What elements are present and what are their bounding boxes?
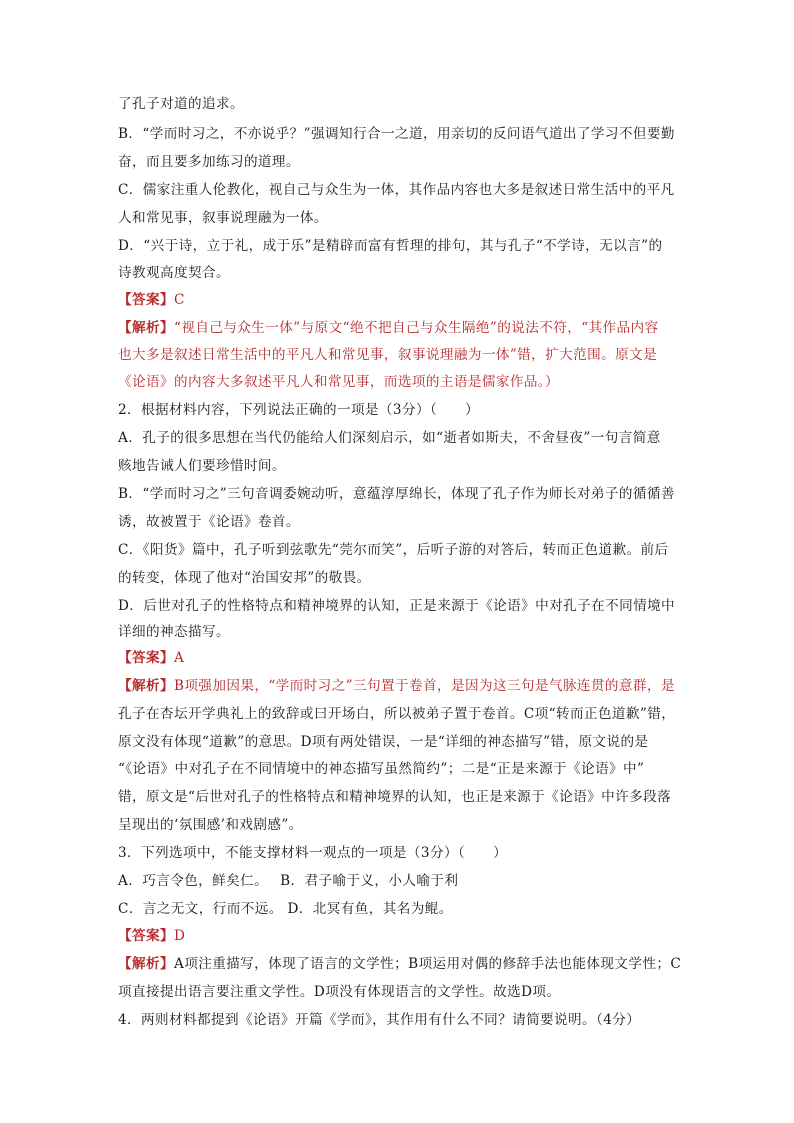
q2-option-c-line2: 的转变，体现了他对“治国安邦”的敬畏。 xyxy=(118,570,371,586)
q4-stem: 4．两则材料都提到《论语》开篇《学而》，其作用有什么不同？请简要说明。（4分） xyxy=(118,1012,641,1028)
q3-analysis-line1 xyxy=(118,954,681,974)
answer-label: 【答案】 xyxy=(118,928,174,944)
q1-option-b-line2: 奋，而且要多加练习的道理。 xyxy=(118,154,300,170)
answer-value: A xyxy=(173,650,185,666)
q2-option-b-line2: 诱，故被置于《论语》卷首。 xyxy=(118,514,300,530)
q1-option-a-tail: 了孔子对道的追求。 xyxy=(118,96,244,112)
q2-analysis-line4: “《论语》中对孔子在不同情境中的神态描写虽然简约”；二是“正是来源于《论语》中” xyxy=(118,761,645,777)
q1-analysis-line1 xyxy=(118,318,659,338)
answer-label: 【答案】 xyxy=(118,650,174,666)
q2-option-b-line1: B．“学而时习之”三句音调委婉动听，意蕴淳厚绵长，体现了孔子作为师长对弟子的循循善 xyxy=(118,486,675,502)
q2-answer xyxy=(118,648,184,668)
q2-analysis-line6: 呈现出的‘氛围感’和戏剧感”。 xyxy=(118,817,303,833)
q3-analysis-line2: 项直接提出语言要注重文学性。D项没有体现语言的文学性。故选D项。 xyxy=(118,984,561,1000)
q3-stem: 3．下列选项中，不能支撑材料一观点的一项是（3分）（ ） xyxy=(118,845,508,861)
q3-answer xyxy=(118,926,185,946)
q1-option-d-line2: 诗教观高度契合。 xyxy=(118,265,230,281)
analysis-text: B项强加因果，“学而时习之”三句置于卷首，是因为这三句是气脉连贯的意群，是 xyxy=(173,678,675,694)
analysis-text: “视自己与众生一体”与原文“绝不把自己与众生隔绝”的说法不符，“其作品内容 xyxy=(173,320,659,336)
q2-analysis-line1 xyxy=(118,676,675,696)
q1-analysis-line3: 《论语》的内容大多叙述平凡人和常见事，而选项的主语是儒家作品。） xyxy=(118,374,559,390)
analysis-label: 【解析】 xyxy=(118,678,174,694)
q1-option-d-line1: D．“兴于诗，立于礼，成于乐”是精辟而富有哲理的排句，其与孔子“不学诗，无以言”的 xyxy=(118,238,663,254)
q1-option-b-line1: B．“学而时习之，不亦说乎？”强调知行合一之道，用亲切的反问语气道出了学习不但要勤 xyxy=(118,126,675,142)
answer-value: D xyxy=(173,928,186,944)
q2-option-d-line2: 详细的神态描写。 xyxy=(118,624,230,640)
analysis-label: 【解析】 xyxy=(118,956,174,972)
q2-option-a-line2: 赅地告诫人们要珍惜时间。 xyxy=(118,458,286,474)
analysis-text: A项注重描写，体现了语言的文学性；B项运用对偶的修辞手法也能体现文学性；C xyxy=(173,956,682,972)
q2-option-d-line1: D．后世对孔子的性格特点和精神境界的认知，正是来源于《论语》中对孔子在不同情境中 xyxy=(118,598,676,614)
analysis-text: 孔子在杏坛开学典礼上的致辞或曰开场白，所以被弟子置于卷首。C项“转而正色道歉”错， xyxy=(118,706,676,722)
analysis-label: 【解析】 xyxy=(118,320,174,336)
q2-stem: 2．根据材料内容，下列说法正确的一项是（3分）（ ） xyxy=(118,402,480,418)
q1-analysis-line2: 也大多是叙述日常生活中的平凡人和常见事，叙事说理融为一体”错，扩大范围。原文是 xyxy=(118,347,658,363)
q2-option-a-line1: A．孔子的很多思想在当代仍能给人们深刻启示，如“逝者如斯夫，不舍昼夜”一句言简意 xyxy=(118,430,661,446)
answer-value: C xyxy=(173,292,185,308)
q2-analysis-line2 xyxy=(118,704,675,724)
q3-options-line2: C．言之无文，行而不远。 D．北冥有鱼，其名为鲲。 xyxy=(118,901,453,917)
q1-option-c-line1: C．儒家注重人伦教化，视自己与众生为一体，其作品内容也大多是叙述日常生活中的平凡 xyxy=(118,182,675,198)
q3-options-line1: A．巧言令色，鲜矣仁。 B．君子喻于义，小人喻于利 xyxy=(118,873,459,889)
q1-answer xyxy=(118,290,185,310)
q2-option-c-line1: C．《阳货》篇中，孔子听到弦歌先“莞尔而笑”，后听子游的对答后，转而正色道歉。前后 xyxy=(118,542,669,558)
q2-analysis-line3: 原文没有体现“道歉”的意思。D项有两处错误，一是“详细的神态描写”错，原文说的是 xyxy=(118,734,649,750)
q1-option-c-line2: 人和常见事，叙事说理融为一体。 xyxy=(118,210,328,226)
answer-label: 【答案】 xyxy=(118,292,174,308)
q2-analysis-line5: 错，原文是“后世对孔子的性格特点和精神境界的认知，也正是来源于《论语》中许多段落 xyxy=(118,789,672,805)
